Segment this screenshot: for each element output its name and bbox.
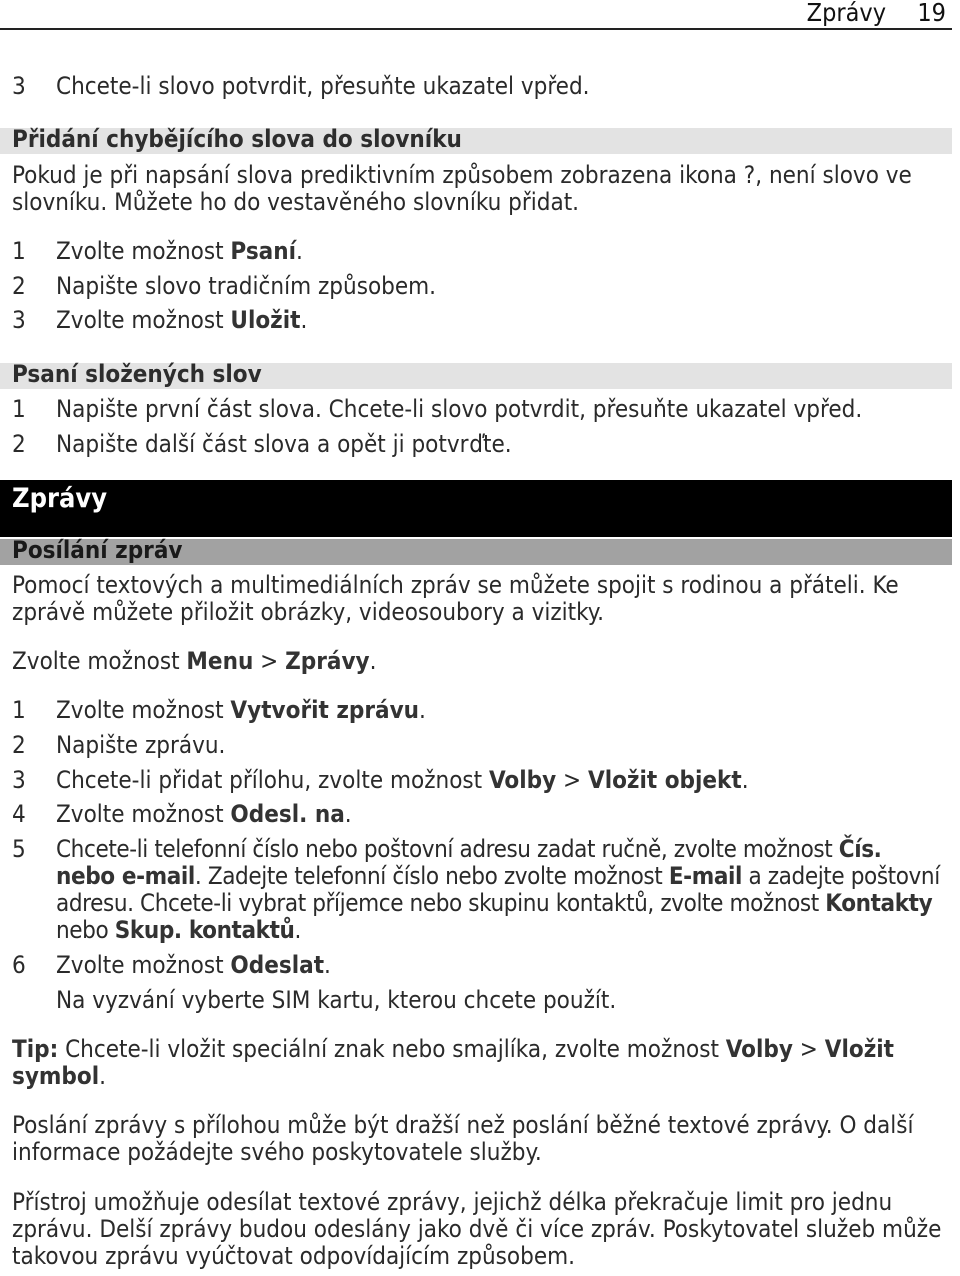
paragraph: Pokud je při napsání slova prediktivním způsobem zobrazena ikona ?, není slovo ve slovníku. Můžete ho do vestavěného slovníku přidat.: [12, 161, 912, 216]
subsection-heading: Přidání chybějícího slova do slovníku: [0, 128, 952, 154]
section-heading: Zprávy: [0, 480, 952, 537]
subsection-heading: Posílání zpráv: [0, 539, 952, 565]
paragraph: Pomocí textových a multimediálních zpráv se můžete spojit s rodinou a přáteli. Ke zprávě můžete přiložit obrázky, videosoubory a vizitky.: [12, 571, 899, 626]
tip: Tip: Chcete-li vložit speciální znak nebo smajlíka, zvolte možnost Volby > Vložit symbol.: [12, 1035, 894, 1090]
paragraph: Poslání zprávy s přílohou může být dražší než poslání běžné textové zprávy. O další informace požádejte svého poskytovatele služby.: [12, 1111, 914, 1166]
subsection-heading: Psaní složených slov: [0, 363, 952, 389]
running-title: Zprávy: [806, 0, 886, 27]
page-header: [0, 0, 952, 30]
paragraph: Přístroj umožňuje odesílat textové zprávy, jejichž délka překračuje limit pro jednu zprávu. Delší zprávy budou odeslány jako dvě či více zpráv. Poskytovatel služeb může takovou zprávu vyúčtovat odpovídajícím způsobem.: [12, 1188, 942, 1270]
page-number: 19: [917, 0, 946, 27]
menu-path: Zvolte možnost Menu > Zprávy.: [12, 647, 377, 675]
